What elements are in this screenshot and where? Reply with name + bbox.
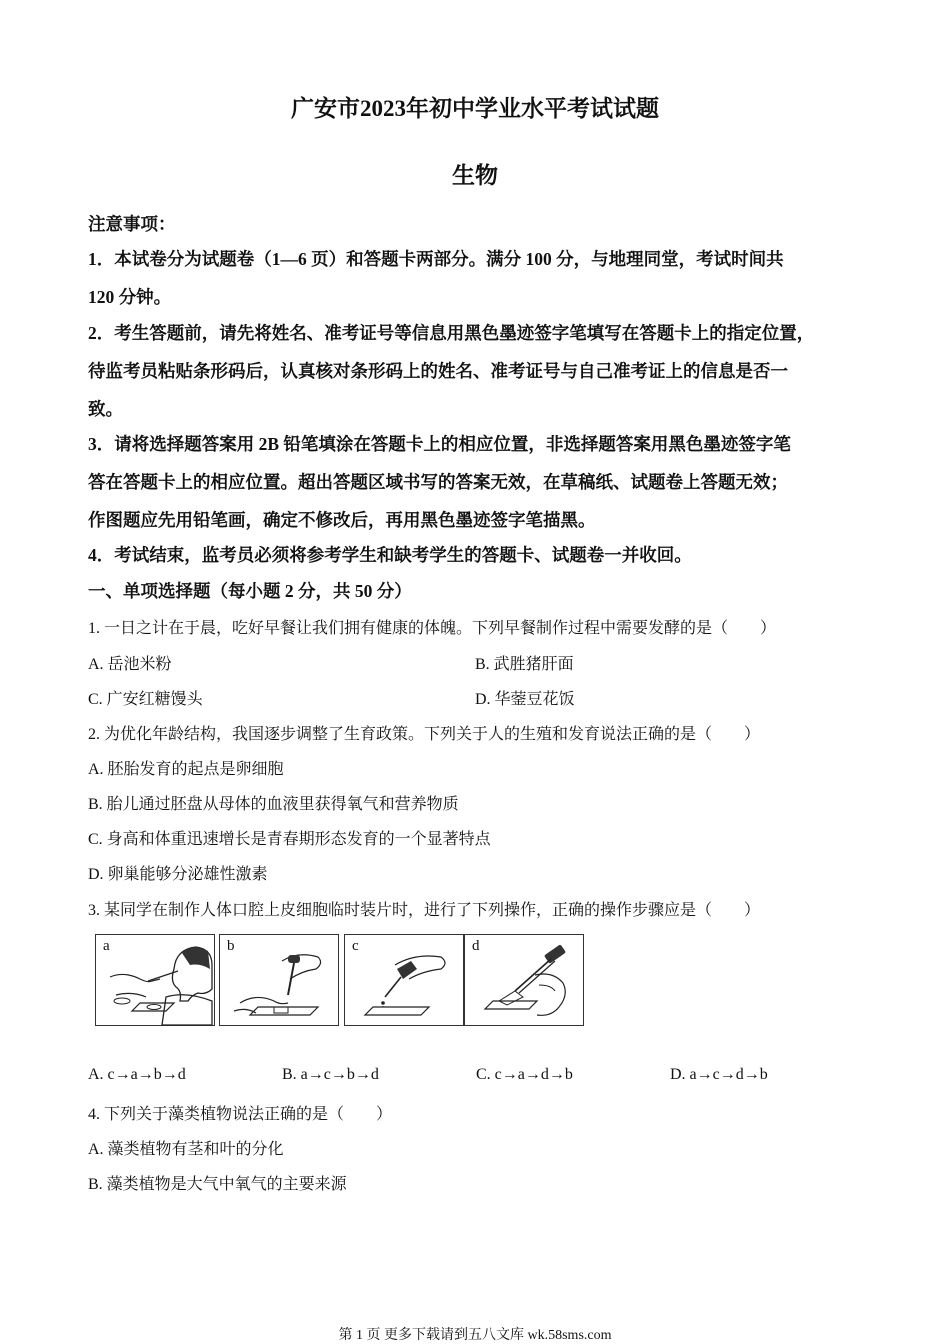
q3-figure-row [95,934,585,1028]
q1-option-d: D. 华蓥豆花饭 [475,691,575,708]
q2-option-c: C. 身高和体重迅速增长是青春期形态发育的一个显著特点 [88,831,491,848]
figure-label: c [352,938,359,954]
dropper-drop-illustration [345,935,465,1027]
figure-label: a [103,938,110,954]
subject-title: 生物 [452,163,498,188]
note-line: 1．本试卷分为试题卷（1—6 页）和答题卡两部分。满分 100 分，与地理同堂，考试时间共 [88,249,784,269]
q3-option-a: A. c→a→b→d [88,1066,186,1083]
dropper-illustration [220,935,340,1027]
q3-stem: 3. 某同学在制作人体口腔上皮细胞临时装片时，进行了下列操作，正确的操作步骤应是（ ） [88,902,761,919]
q1-option-c: C. 广安红糖馒头 [88,691,203,708]
q2-option-d: D. 卵巢能够分泌雄性激素 [88,866,268,883]
q4-option-a: A. 藻类植物有茎和叶的分化 [88,1141,284,1158]
q3-option-c: C. c→a→d→b [476,1066,573,1083]
mouth-swab-illustration [96,935,216,1027]
note-line: 2．考生答题前，请先将姓名、准考证号等信息用黑色墨迹签字笔填写在答题卡上的指定位置， [88,323,815,343]
note-line: 作图题应先用铅笔画，确定不修改后，再用黑色墨迹签字笔描黑。 [88,510,596,530]
q2-stem: 2. 为优化年龄结构，我国逐步调整了生育政策。下列关于人的生殖和发育说法正确的是（ ） [88,726,761,743]
figure-label: b [227,938,235,954]
q2-option-b: B. 胎儿通过胚盘从母体的血液里获得氧气和营养物质 [88,796,459,813]
q1-stem: 1. 一日之计在于晨，吃好早餐让我们拥有健康的体魄。下列早餐制作过程中需要发酵的是（ ） [88,620,777,637]
note-line: 4．考试结束，监考员必须将参考学生和缺考学生的答题卡、试题卷一并收回。 [88,545,692,565]
note-line: 待监考员粘贴条形码后，认真核对条形码上的姓名、准考证号与自己准考证上的信息是否一 [88,361,788,381]
notes-heading: 注意事项： [88,214,176,234]
note-line: 120 分钟。 [88,287,172,307]
q4-stem: 4. 下列关于藻类植物说法正确的是（ ） [88,1106,393,1123]
note-line: 3．请将选择题答案用 2B 铅笔填涂在答题卡上的相应位置，非选择题答案用黑色墨迹签字笔 [88,434,791,454]
q3-figure-a [95,934,215,1026]
q3-option-b: B. a→c→b→d [282,1066,379,1083]
q3-option-d: D. a→c→d→b [670,1066,768,1083]
q1-option-b: B. 武胜猪肝面 [475,656,574,673]
tweezers-coverslip-illustration [465,935,585,1027]
figure-label: d [472,938,480,954]
note-line: 答在答题卡上的相应位置。超出答题区域书写的答案无效，在草稿纸、试题卷上答题无效； [88,472,788,492]
note-line: 致。 [88,399,123,419]
q1-option-a: A. 岳池米粉 [88,656,172,673]
exam-title: 广安市2023年初中学业水平考试试题 [291,96,659,121]
q3-figure-b [219,934,339,1026]
q2-option-a: A. 胚胎发育的起点是卵细胞 [88,761,284,778]
page-footer: 第 1 页 更多下载请到五八文库 wk.58sms.com [338,1328,612,1343]
q3-figure-c [344,934,464,1026]
q4-option-b: B. 藻类植物是大气中氧气的主要来源 [88,1176,347,1193]
section-heading: 一、单项选择题（每小题 2 分，共 50 分） [88,581,412,601]
q3-figure-d [464,934,584,1026]
